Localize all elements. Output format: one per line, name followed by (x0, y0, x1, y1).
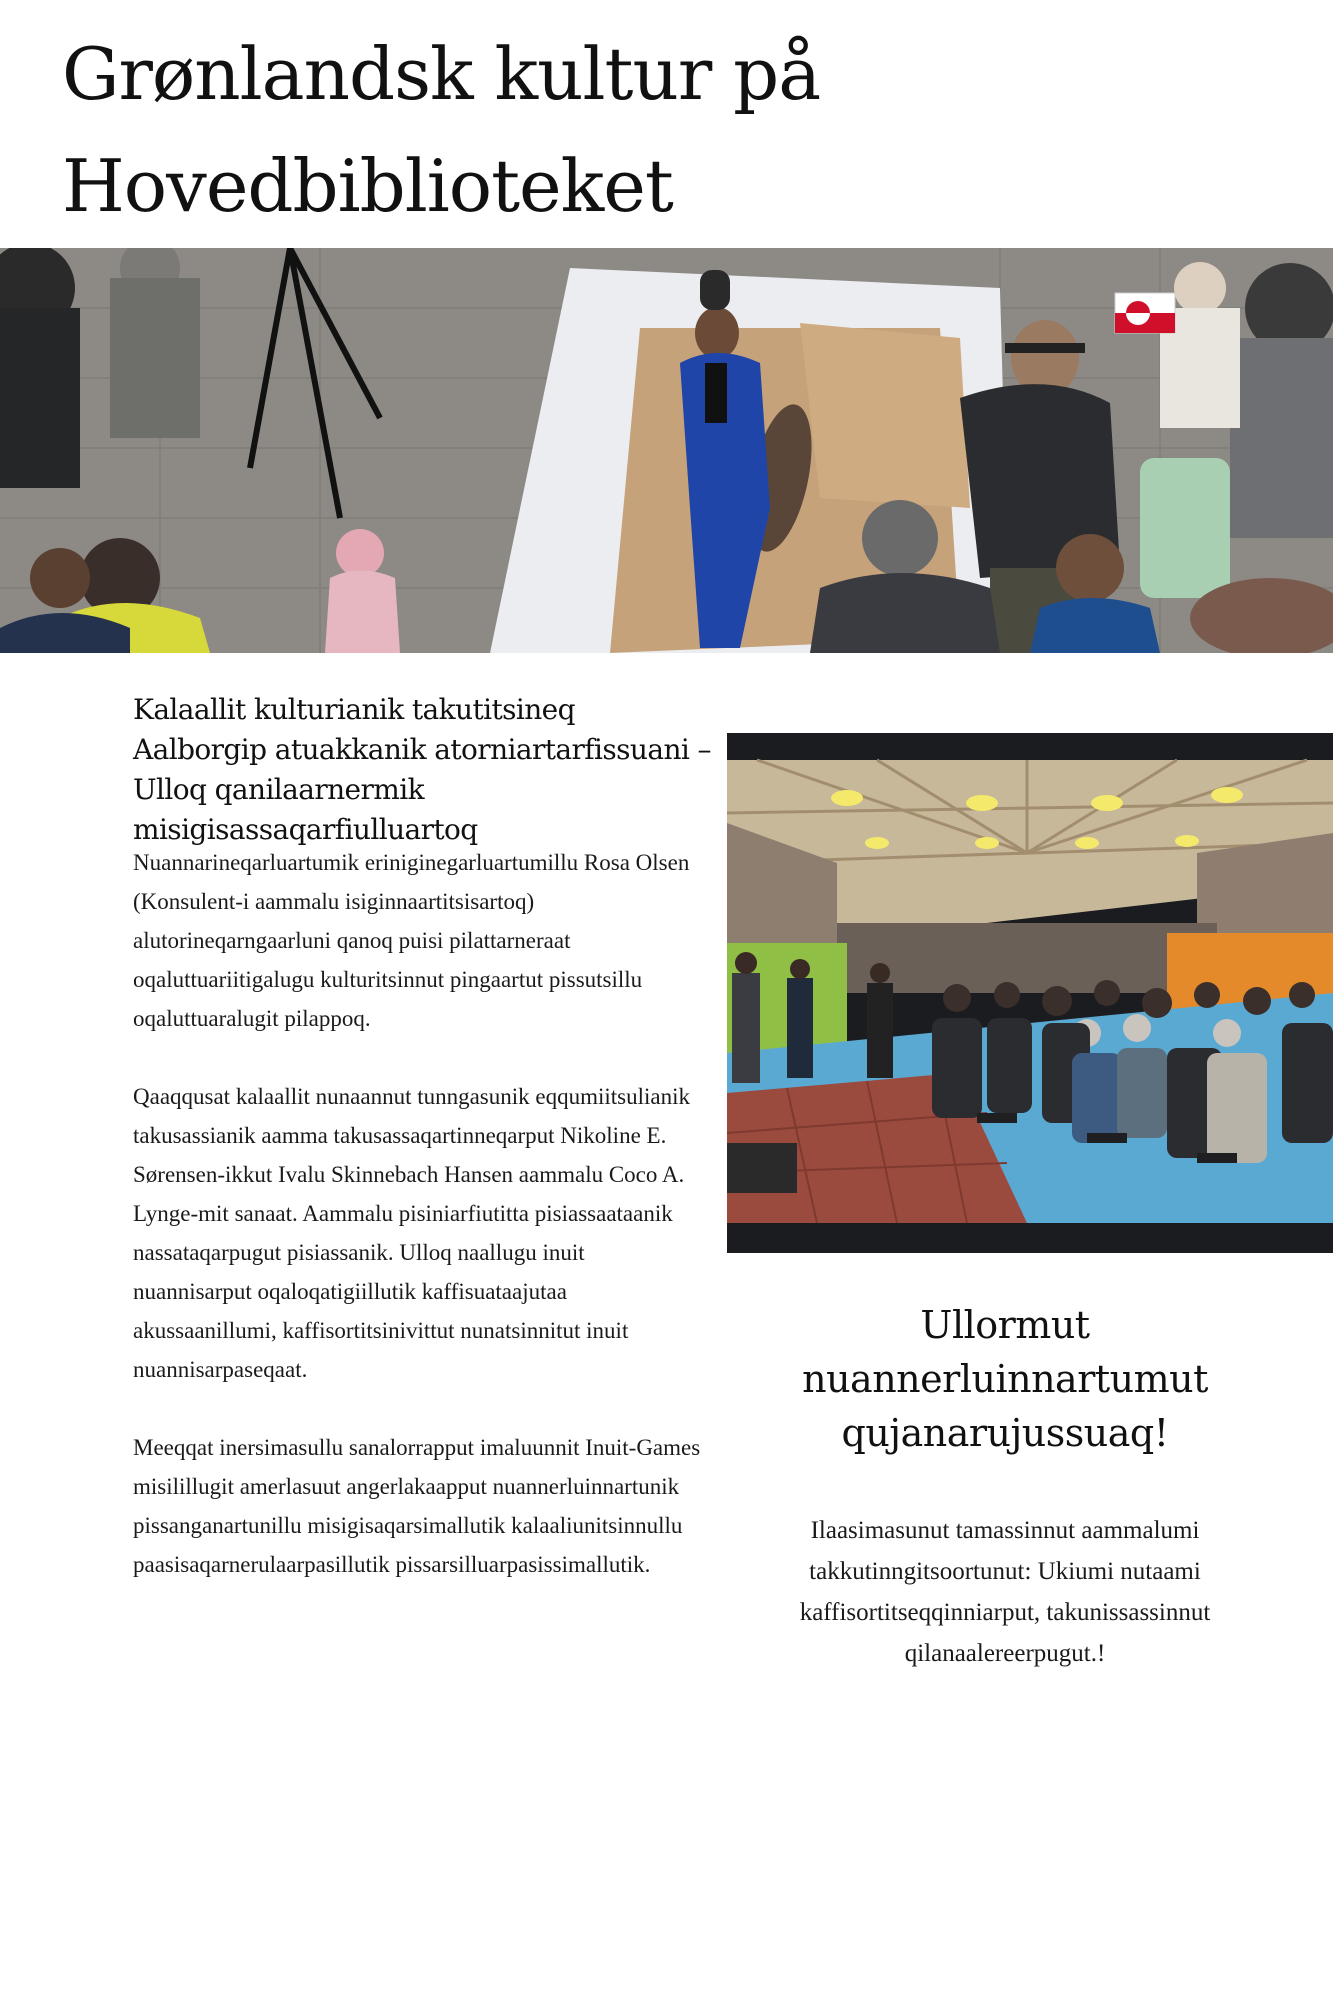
hero-photo (0, 248, 1333, 653)
paragraph-2: Qaaqqusat kalaallit nunaannut tunngasunik eqqumiitsulianik takusassianik aamma takusassaqartinneqarput Nikoline E. Sørensen-ikkut Ivalu Skinnebach Hansen aammalu Coco A. Lynge-mit sanaat. Aammalu pisiniarfiutitta pisiassaataanik nassataqarpugut pisiassanik. Ulloq naallugu inuit nuannisarput oqaloqatigiillutik kaffisuataajutaa akussaanillumi, kaffisortitsinivittut nunatsinnitut inuit nuannisarpaseqaat. (133, 1084, 690, 1382)
thank-you-text: Ilaasimasunut tamassinnut aammalumi takkutinngitsoortunut: Ukiumi nutaami kaffisortitseqqinniarput, takunissassinnut qilanaalereerpugut.! (799, 1517, 1211, 1667)
library-audience-photo (727, 733, 1333, 1253)
library-audience-image (727, 733, 1333, 1253)
thank-you-heading: Ullormut nuannerluinnartumut qujanarujussuaq! (802, 1303, 1208, 1455)
paragraph-3: Meeqqat inersimasullu sanalorrapput imaluunnit Inuit-Games misilillugit amerlasuut angerlakaapput nuannerluinnartunik pissanganartunillu misigisaqarsimallutik kalaaliunitsinnullu paasisaqarnerulaarpasillutik pissarsilluarpasissimallutik. (133, 1435, 701, 1577)
paragraph-1: Nuannarineqarluartumik eriniginegarluartumillu Rosa Olsen (Konsulent-i aammalu isiginnaartitsisartoq) alutorineqarngaarluni qanoq puisi pilattarneraat oqaluttuariitigalugu kulturitsinnut pingaartut pissutsillu oqaluttuaralugit pilappoq. (133, 850, 690, 1031)
seal-flensing-demonstration-image (0, 248, 1333, 653)
article-subtitle: Kalaallit kulturianik takutitsineq Aalborgip atuakkanik atorniartarfissuani – Ulloq qanilaarnermik misigisassaqarfiulluartoq (133, 693, 711, 846)
page-title: Grønlandsk kultur på Hovedbiblioteket (62, 32, 821, 228)
article-body (133, 843, 703, 1623)
